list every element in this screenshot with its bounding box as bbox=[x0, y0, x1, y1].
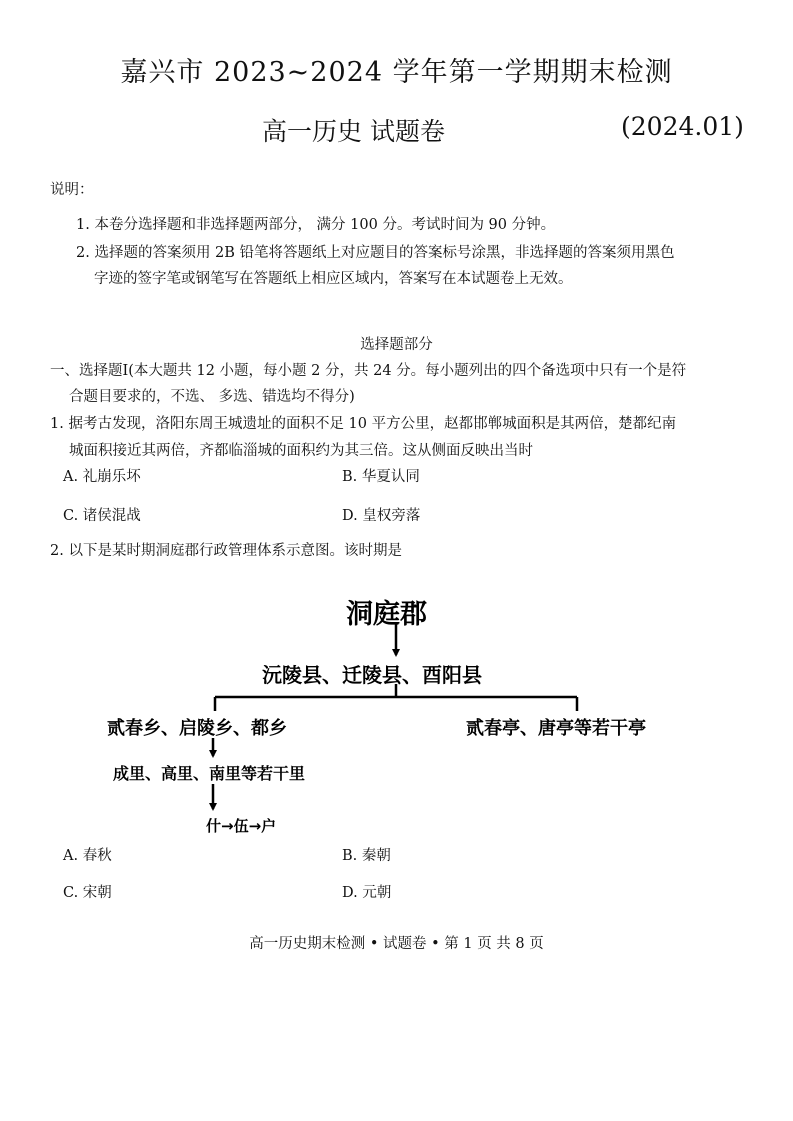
diagram-node-households: 什→伍→户 bbox=[206, 817, 277, 835]
diagram-node-counties: 沅陵县、迁陵县、酉阳县 bbox=[262, 663, 482, 687]
page-subtitle: 高一历史 试题卷 bbox=[262, 117, 445, 146]
q1-option-a[interactable]: A. 礼崩乐坏 bbox=[63, 469, 141, 485]
q1-stem-line2: 城面积接近其两倍，齐都临淄城的面积约为其三倍。这从侧面反映出当时 bbox=[69, 443, 533, 459]
q1-stem-line1: 1. 据考古发现，洛阳东周王城遗址的面积不足 10 平方公里，赵都邯郸城面积是其两倍，楚都纪南 bbox=[50, 416, 677, 432]
instruction-item-2-cont: 字迹的签字笔或钢笔写在答题纸上相应区域内，答案写在本试题卷上无效。 bbox=[94, 271, 573, 287]
section-desc-line1: 一、选择题Ⅰ(本大题共 12 小题，每小题 2 分，共 24 分。每小题列出的四个备选项中只有一个是符 bbox=[50, 363, 687, 379]
q1-option-c[interactable]: C. 诸侯混战 bbox=[63, 508, 141, 524]
instruction-item-2: 2. 选择题的答案须用 2B 铅笔将答题纸上对应题目的答案标号涂黑，非选择题的答案须用黑色 bbox=[76, 245, 675, 261]
q2-option-a[interactable]: A. 春秋 bbox=[63, 848, 112, 864]
bracket-counties bbox=[215, 684, 577, 711]
q1-option-d[interactable]: D. 皇权旁落 bbox=[342, 508, 421, 524]
page-footer: 高一历史期末检测 • 试题卷 • 第 1 页 共 8 页 bbox=[249, 936, 544, 952]
section-title: 选择题部分 bbox=[360, 337, 433, 353]
diagram-node-commandery: 洞庭郡 bbox=[346, 599, 427, 630]
q2-option-d[interactable]: D. 元朝 bbox=[342, 885, 392, 901]
page-title: 嘉兴市 2023~2024 学年第一学期期末检测 bbox=[120, 57, 673, 88]
diagram-node-xiang: 贰春乡、启陵乡、都乡 bbox=[107, 718, 287, 739]
diagram-node-ting: 贰春亭、唐亭等若干亭 bbox=[466, 718, 646, 739]
q2-option-c[interactable]: C. 宋朝 bbox=[63, 885, 112, 901]
instruction-item-1: 1. 本卷分选择题和非选择题两部分， 满分 100 分。考试时间为 90 分钟。 bbox=[76, 217, 556, 233]
section-desc-line2: 合题目要求的，不选、 多选、错选均不得分) bbox=[69, 389, 355, 405]
instructions-label: 说明： bbox=[50, 182, 94, 198]
q2-option-b[interactable]: B. 秦朝 bbox=[342, 848, 391, 864]
q1-option-b[interactable]: B. 华夏认同 bbox=[342, 469, 420, 485]
exam-date: (2024.01) bbox=[621, 112, 744, 141]
diagram-node-li: 成里、高里、南里等若干里 bbox=[113, 764, 306, 783]
q2-stem: 2. 以下是某时期洞庭郡行政管理体系示意图。该时期是 bbox=[50, 543, 402, 559]
